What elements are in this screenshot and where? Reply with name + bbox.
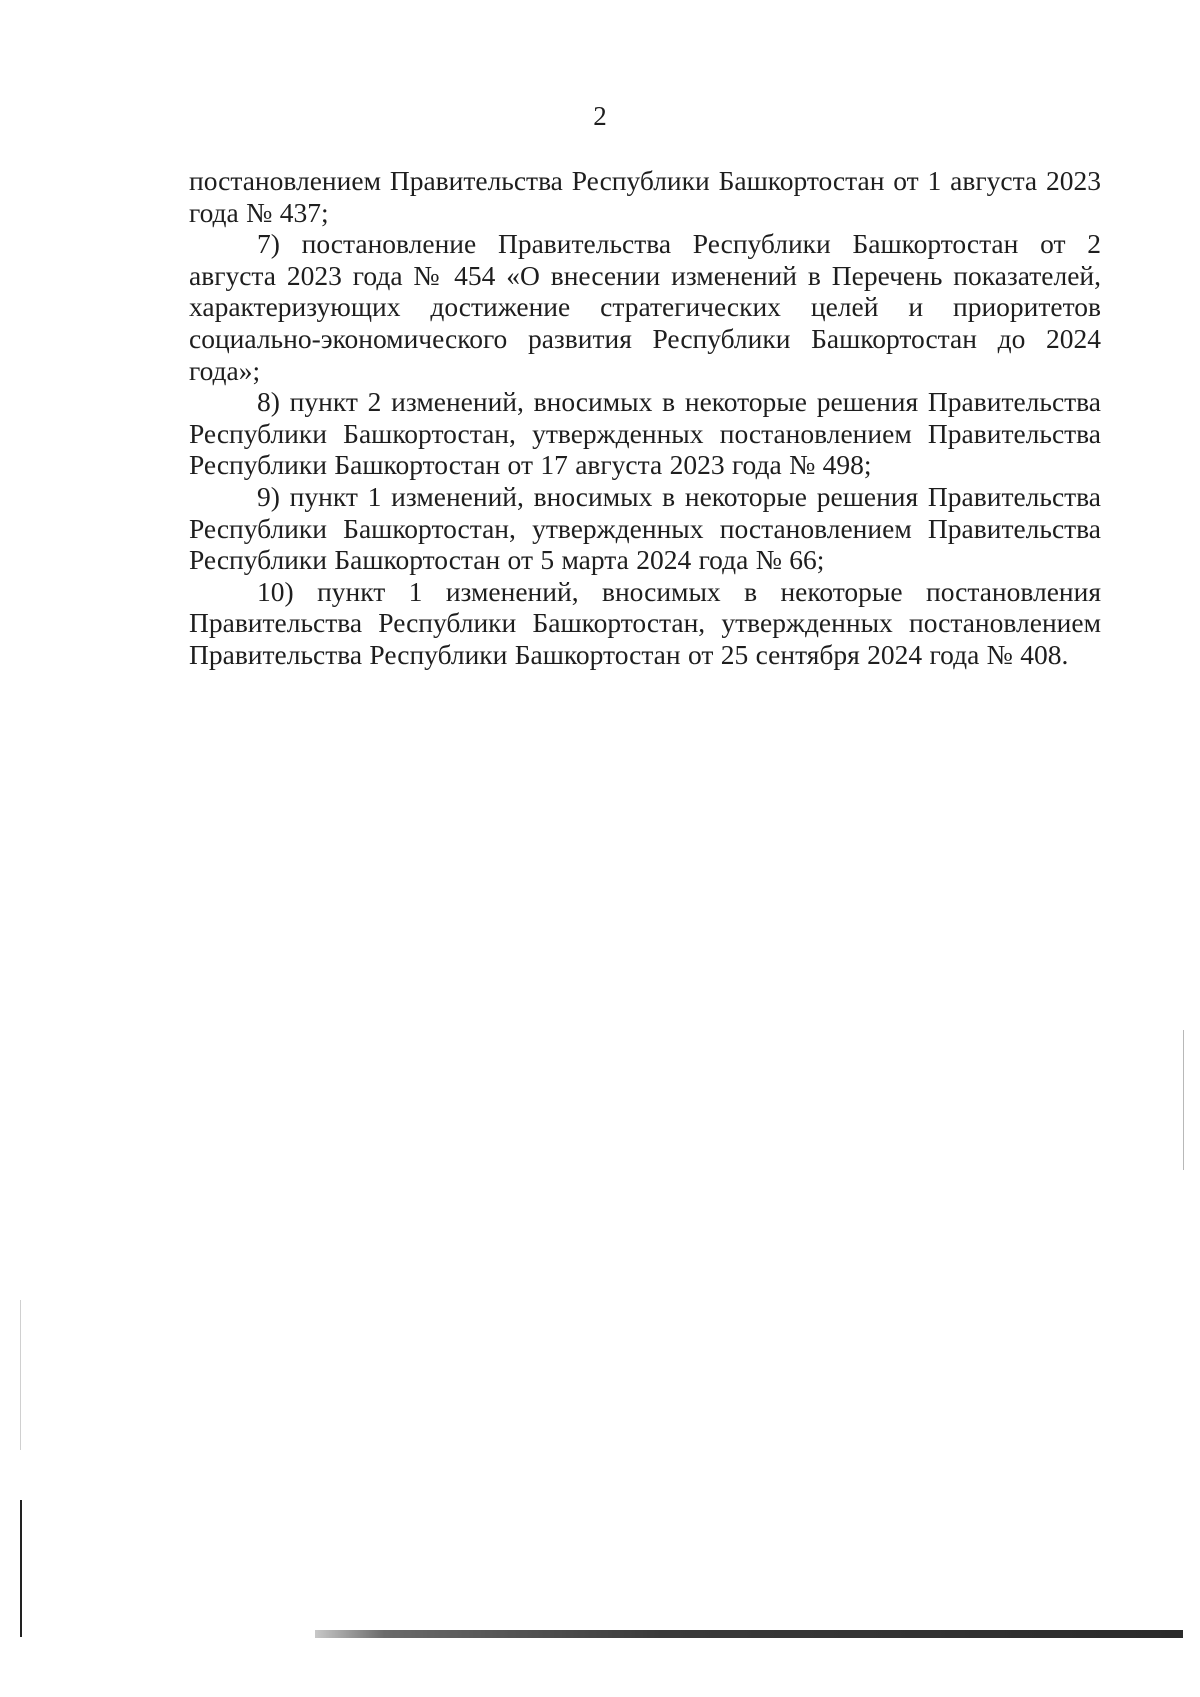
scan-artifact-bottom-edge: [315, 1630, 1183, 1638]
document-body: [189, 165, 1101, 671]
paragraph-continuation: постановлением Правительства Республики Башкортостан от 1 августа 2023 года № 437;: [189, 165, 1101, 228]
page-number: 2: [593, 101, 607, 131]
scan-artifact-left-edge: [20, 1500, 22, 1637]
scan-artifact-left-faint: [20, 1300, 21, 1450]
list-item-9: 9) пункт 1 изменений, вносимых в некоторые решения Правительства Республики Башкортостан, утвержденных постановлением Правительства Республики Башкортостан от 5 марта 2024 года № 66;: [189, 480, 1101, 576]
list-item-10: 10) пункт 1 изменений, вносимых в некоторые постановления Правительства Республики Башкортостан, утвержденных постановлением Правительства Республики Башкортостан от 25 сентября 2024 года № 408.: [189, 575, 1101, 670]
scan-artifact-right-edge: [1183, 1030, 1184, 1170]
list-item-7: 7) постановление Правительства Республики Башкортостан от 2 августа 2023 года № 454 «О внесении изменений в Перечень показателей, характеризующих достижение стратегических целей и приоритетов социально-экономического развития Республики Башкортостан до 2024 года»;: [189, 228, 1101, 386]
list-item-8: 8) пункт 2 изменений, вносимых в некоторые решения Правительства Республики Башкортостан, утвержденных постановлением Правительства Республики Башкортостан от 17 августа 2023 года № 498;: [189, 386, 1101, 481]
